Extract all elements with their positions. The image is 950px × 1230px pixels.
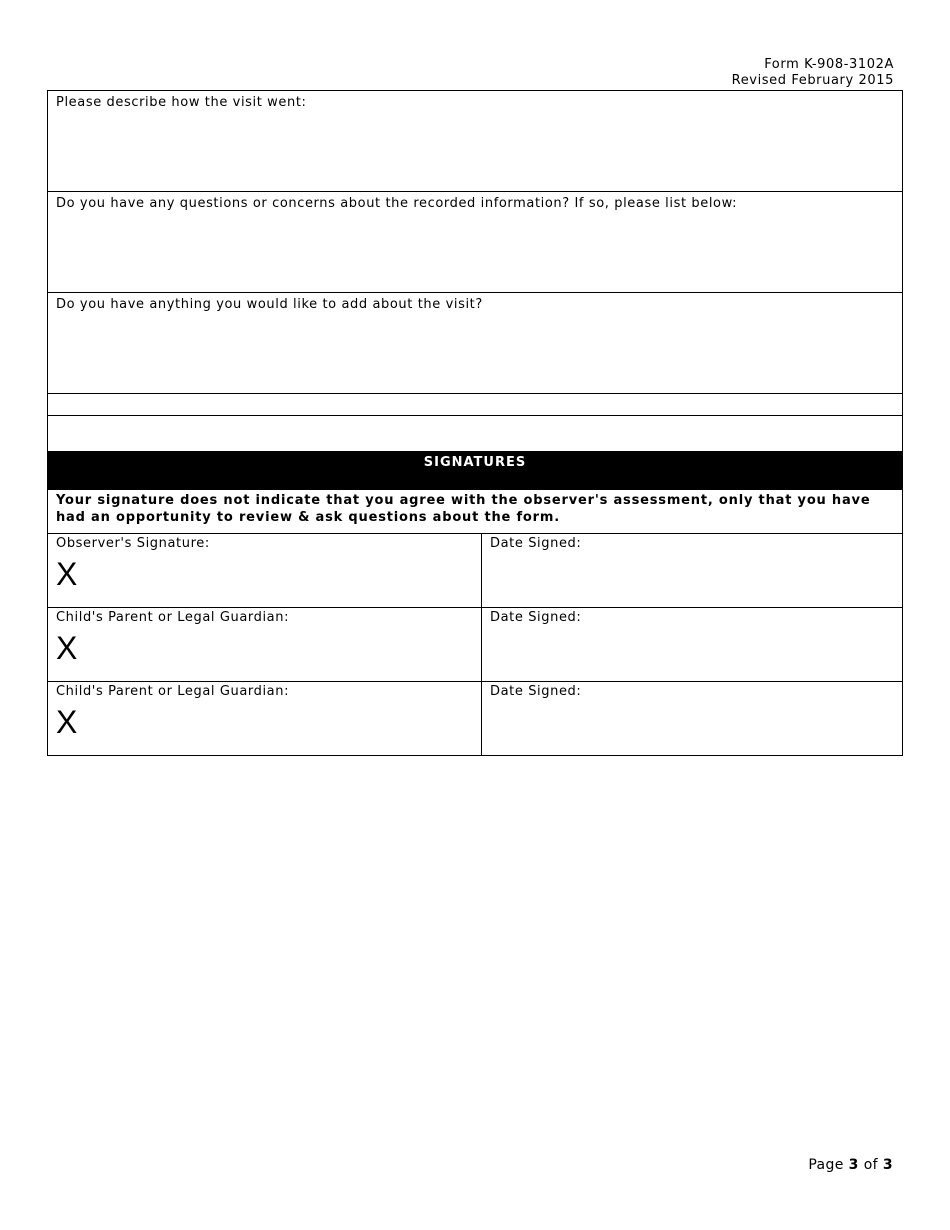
signature-x-mark: X [56, 556, 78, 592]
guardian-2-signature-field[interactable] [48, 682, 482, 756]
form-number: Form K-908-3102A [764, 57, 894, 72]
signatures-title: SIGNATURES [423, 455, 527, 470]
question-row [48, 293, 903, 394]
question-row [48, 91, 903, 192]
signature-row [48, 608, 903, 682]
signature-notice [48, 490, 903, 534]
observer-signature-field[interactable] [48, 534, 482, 608]
page-prefix: Page [808, 1157, 844, 1173]
visit-form-table [47, 90, 903, 756]
blank-cell [48, 416, 903, 452]
signatures-header-row [48, 452, 903, 490]
question-row [48, 192, 903, 293]
page-total: 3 [882, 1157, 893, 1173]
revision-date: Revised February 2015 [731, 73, 894, 88]
form-header [732, 57, 894, 89]
blank-cell [48, 394, 903, 416]
signature-label: Child's Parent or Legal Guardian: [56, 610, 290, 625]
observer-date-field[interactable] [482, 534, 903, 608]
visit-description-field[interactable] [48, 91, 903, 192]
signature-row [48, 534, 903, 608]
date-label: Date Signed: [490, 610, 582, 625]
additional-comments-field[interactable] [48, 293, 903, 394]
date-label: Date Signed: [490, 684, 582, 699]
blank-row [48, 416, 903, 452]
signature-notice-text: Your signature does not indicate that you agree with the observer's assessment, only that you have had an opportunity to review & ask questions about the form. [56, 493, 871, 525]
question-label: Do you have anything you would like to add about the visit? [56, 297, 483, 312]
question-label: Do you have any questions or concerns about the recorded information? If so, please list below: [56, 196, 738, 211]
signature-x-mark: X [56, 704, 78, 740]
page-of: of [863, 1157, 878, 1173]
signatures-header [48, 452, 903, 490]
signature-label: Child's Parent or Legal Guardian: [56, 684, 290, 699]
guardian-1-signature-field[interactable] [48, 608, 482, 682]
guardian-1-date-field[interactable] [482, 608, 903, 682]
signature-x-mark: X [56, 630, 78, 666]
guardian-2-date-field[interactable] [482, 682, 903, 756]
blank-row [48, 394, 903, 416]
question-label: Please describe how the visit went: [56, 95, 307, 110]
signature-notice-row [48, 490, 903, 534]
date-label: Date Signed: [490, 536, 582, 551]
signature-row [48, 682, 903, 756]
signature-label: Observer's Signature: [56, 536, 210, 551]
concerns-field[interactable] [48, 192, 903, 293]
page-number [808, 1157, 893, 1173]
page-current: 3 [848, 1157, 859, 1173]
